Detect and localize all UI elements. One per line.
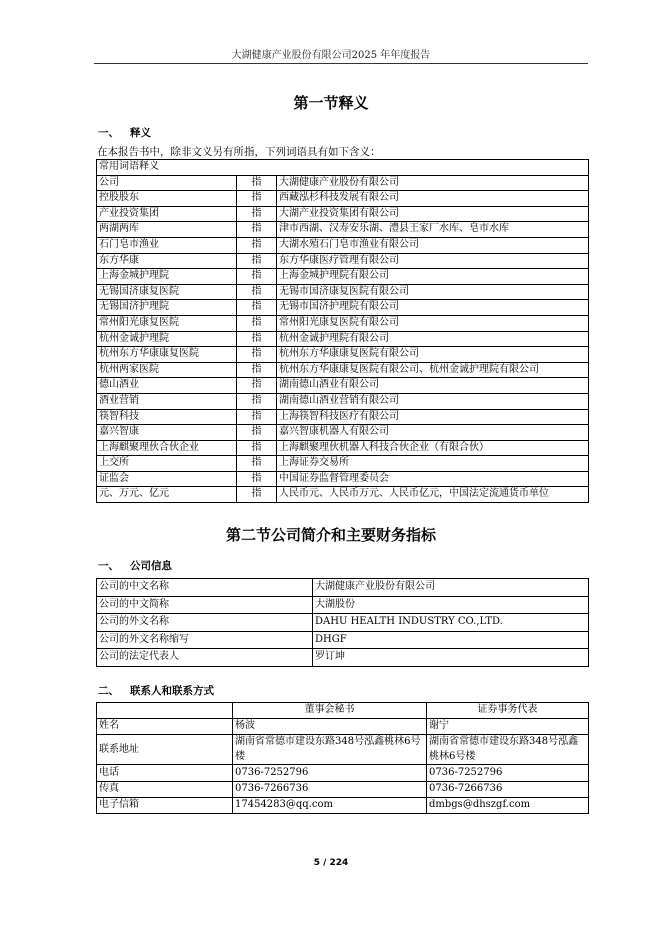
definition-term: 无锡国济护理院	[97, 300, 237, 316]
contact-row	[97, 735, 589, 765]
definition-text: 大湖产业投资集团有限公司	[277, 206, 589, 222]
company-info-row	[97, 631, 589, 649]
definition-row	[97, 393, 589, 409]
definition-term: 酒业营销	[97, 393, 237, 409]
definition-marker: 指	[237, 409, 277, 425]
definition-term: 嘉兴智康	[97, 425, 237, 441]
definition-term: 证监会	[97, 471, 237, 487]
company-info-table	[96, 578, 589, 667]
definition-marker: 指	[237, 378, 277, 394]
contact-header-rep: 证券事务代表	[427, 703, 589, 719]
definition-row	[97, 331, 589, 347]
definition-row	[97, 487, 589, 503]
definition-row	[97, 378, 589, 394]
definition-term: 上海金城护理院	[97, 269, 237, 285]
definition-marker: 指	[237, 471, 277, 487]
definition-term: 元、万元、亿元	[97, 487, 237, 503]
page-header: 大湖健康产业股份有限公司2025 年年度报告	[231, 50, 431, 61]
contact-secretary-value: 0736-7266736	[233, 781, 427, 797]
contact-rep-value: 0736-7252796	[427, 765, 589, 781]
definition-text: 中国证券监督管理委员会	[277, 471, 589, 487]
contact-row	[97, 765, 589, 781]
section1-sub1-heading	[98, 125, 151, 140]
section2-title: 第二节公司简介和主要财务指标	[225, 526, 436, 544]
definition-row	[97, 269, 589, 285]
definition-term: 无锡国济康复医院	[97, 284, 237, 300]
company-info-label: 公司的法定代表人	[97, 649, 313, 667]
contact-header-empty	[97, 703, 233, 719]
definition-row	[97, 222, 589, 238]
heading-number: 二、	[98, 685, 119, 697]
section1-title: 第一节释义	[293, 94, 369, 112]
definition-text: 常州阳光康复医院有限公司	[277, 315, 589, 331]
heading-text: 联系人和联系方式	[130, 685, 214, 697]
definition-marker: 指	[237, 253, 277, 269]
contact-row	[97, 781, 589, 797]
definition-term: 产业投资集团	[97, 206, 237, 222]
contact-rep-value: 0736-7266736	[427, 781, 589, 797]
definition-row	[97, 300, 589, 316]
definition-text: 杭州东方华康康复医院有限公司	[277, 347, 589, 363]
definition-marker: 指	[237, 347, 277, 363]
definition-term: 公司	[97, 175, 237, 191]
definition-row	[97, 206, 589, 222]
heading-number: 一、	[98, 560, 119, 572]
definition-row	[97, 456, 589, 472]
definition-text: 上海筷智科技医疗有限公司	[277, 409, 589, 425]
contact-rep-value: dmbgs@dhszgf.com	[427, 797, 589, 813]
definition-marker: 指	[237, 487, 277, 503]
definition-text: 上海麒聚理伙机器人科技合伙企业（有限合伙）	[277, 440, 589, 456]
contact-secretary-value: 0736-7252796	[233, 765, 427, 781]
definition-row	[97, 284, 589, 300]
definition-term: 杭州金诚护理院	[97, 331, 237, 347]
header-divider	[94, 63, 588, 64]
company-info-row	[97, 614, 589, 632]
contact-label: 电话	[97, 765, 233, 781]
contact-label: 姓名	[97, 719, 233, 735]
definition-marker: 指	[237, 269, 277, 285]
definition-term: 常州阳光康复医院	[97, 315, 237, 331]
heading-text: 释义	[130, 127, 151, 139]
definition-text: 人民币元、人民币万元、人民币亿元，中国法定流通货币单位	[277, 487, 589, 503]
definition-row	[97, 175, 589, 191]
definition-text: 大湖水殖石门皂市渔业有限公司	[277, 237, 589, 253]
definition-text: 无锡市国济康复医院有限公司	[277, 284, 589, 300]
contact-secretary-value: 杨波	[233, 719, 427, 735]
definition-row	[97, 347, 589, 363]
definition-marker: 指	[237, 440, 277, 456]
definitions-header-cell: 常用词语释义	[97, 160, 589, 176]
definition-row	[97, 315, 589, 331]
contact-header-row	[97, 703, 589, 719]
contact-rep-value: 谢宁	[427, 719, 589, 735]
definition-text: 津市西湖、汉寿安乐湖、澧县王家厂水库、皂市水库	[277, 222, 589, 238]
definition-marker: 指	[237, 222, 277, 238]
contact-label: 传真	[97, 781, 233, 797]
definition-text: 东方华康医疗管理有限公司	[277, 253, 589, 269]
definition-text: 西藏泓杉科技发展有限公司	[277, 191, 589, 207]
page-number: 5 / 224	[313, 858, 349, 868]
contact-label: 电子信箱	[97, 797, 233, 813]
company-info-row	[97, 579, 589, 597]
definition-marker: 指	[237, 191, 277, 207]
definition-term: 两湖两库	[97, 222, 237, 238]
definition-marker: 指	[237, 393, 277, 409]
company-info-label: 公司的中文名称	[97, 579, 313, 597]
definition-row	[97, 253, 589, 269]
definition-row	[97, 362, 589, 378]
definition-marker: 指	[237, 175, 277, 191]
definition-term: 东方华康	[97, 253, 237, 269]
heading-text: 公司信息	[130, 560, 172, 572]
contact-secretary-value: 17454283@qq.com	[233, 797, 427, 813]
definition-term: 筷智科技	[97, 409, 237, 425]
definition-marker: 指	[237, 206, 277, 222]
definition-marker: 指	[237, 456, 277, 472]
definition-term: 石门皂市渔业	[97, 237, 237, 253]
definition-marker: 指	[237, 300, 277, 316]
company-info-row	[97, 596, 589, 614]
company-info-value: DHGF	[313, 631, 589, 649]
definition-marker: 指	[237, 425, 277, 441]
section2-sub1-heading	[98, 558, 172, 573]
definition-term: 杭州两家医院	[97, 362, 237, 378]
company-info-value: 大湖股份	[313, 596, 589, 614]
definition-marker: 指	[237, 284, 277, 300]
contact-header-secretary: 董事会秘书	[233, 703, 427, 719]
definition-row	[97, 191, 589, 207]
definition-text: 无锡市国济护理院有限公司	[277, 300, 589, 316]
definition-text: 湖南德山酒业营销有限公司	[277, 393, 589, 409]
definition-text: 大湖健康产业股份有限公司	[277, 175, 589, 191]
definitions-table	[96, 159, 589, 503]
heading-number: 一、	[98, 127, 119, 139]
contact-rep-value: 湖南省常德市建设东路348号泓鑫桃林6号楼	[427, 735, 589, 765]
definition-marker: 指	[237, 315, 277, 331]
definition-row	[97, 409, 589, 425]
company-info-value: 罗订坤	[313, 649, 589, 667]
definition-row	[97, 471, 589, 487]
company-info-label: 公司的外文名称缩写	[97, 631, 313, 649]
company-info-row	[97, 649, 589, 667]
contact-row	[97, 797, 589, 813]
definition-text: 杭州金诚护理院有限公司	[277, 331, 589, 347]
company-info-value: 大湖健康产业股份有限公司	[313, 579, 589, 597]
definition-term: 杭州东方华康康复医院	[97, 347, 237, 363]
definition-text: 嘉兴智康机器人有限公司	[277, 425, 589, 441]
definition-row	[97, 237, 589, 253]
definition-marker: 指	[237, 237, 277, 253]
company-info-label: 公司的中文简称	[97, 596, 313, 614]
definition-text: 湖南德山酒业有限公司	[277, 378, 589, 394]
contact-label: 联系地址	[97, 735, 233, 765]
definition-marker: 指	[237, 331, 277, 347]
definition-text: 上海金城护理院有限公司	[277, 269, 589, 285]
definition-term: 控股股东	[97, 191, 237, 207]
definition-term: 上海麒聚理伙合伙企业	[97, 440, 237, 456]
definition-term: 上交所	[97, 456, 237, 472]
definition-row	[97, 425, 589, 441]
definitions-intro: 在本报告书中，除非文义另有所指，下列词语具有如下含义：	[97, 146, 381, 158]
section2-sub2-heading	[98, 683, 214, 698]
contact-secretary-value: 湖南省常德市建设东路348号泓鑫桃林6号楼	[233, 735, 427, 765]
definition-text: 上海证券交易所	[277, 456, 589, 472]
company-info-value: DAHU HEALTH INDUSTRY CO.,LTD.	[313, 614, 589, 632]
definition-term: 德山酒业	[97, 378, 237, 394]
definition-row	[97, 440, 589, 456]
definitions-header-row	[97, 160, 589, 176]
contact-row	[97, 719, 589, 735]
company-info-label: 公司的外文名称	[97, 614, 313, 632]
definition-marker: 指	[237, 362, 277, 378]
definition-text: 杭州东方华康康复医院有限公司、杭州金诚护理院有限公司	[277, 362, 589, 378]
contact-table	[96, 702, 589, 814]
